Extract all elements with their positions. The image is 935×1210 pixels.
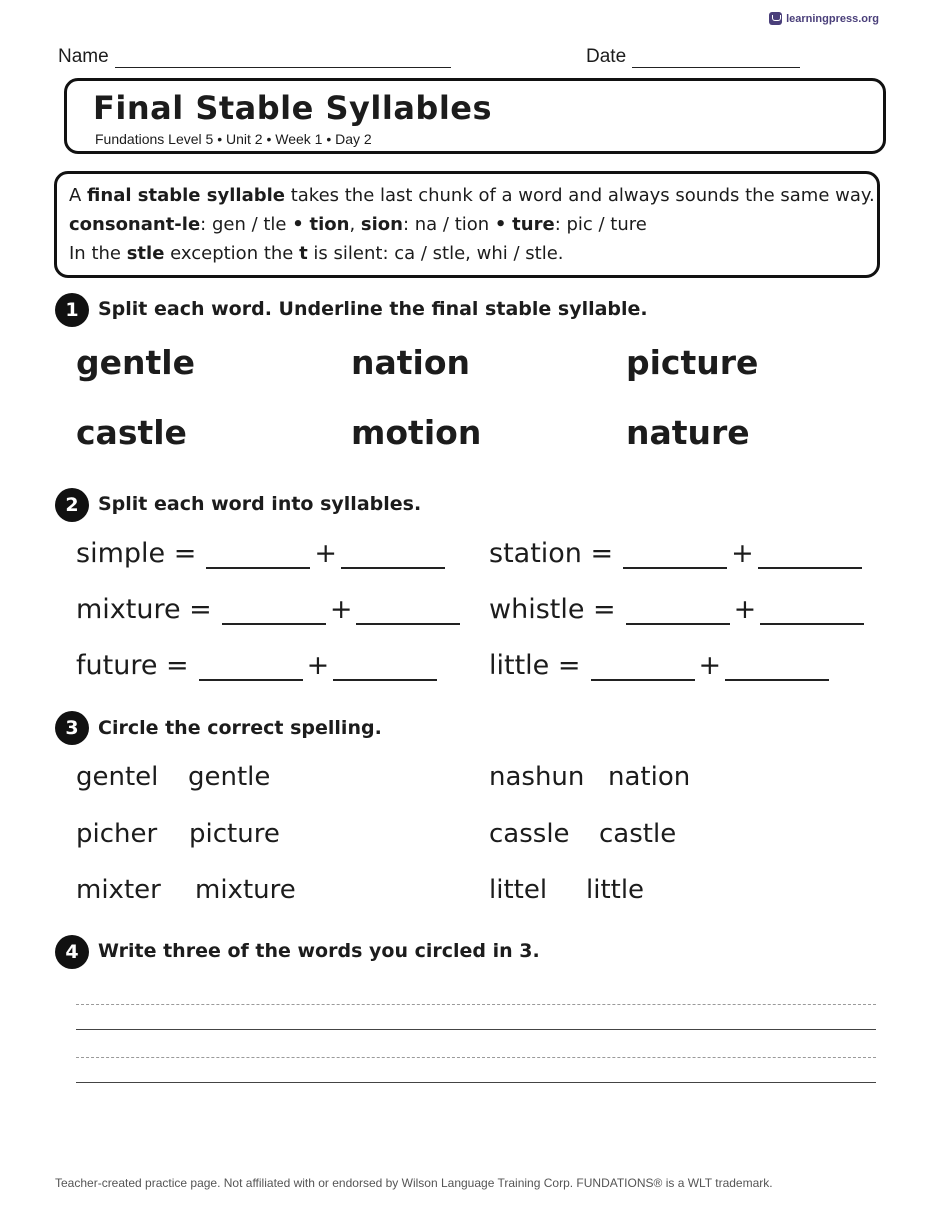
question-number-2: 2	[55, 488, 89, 522]
spelling-choice[interactable]: gentle	[188, 762, 271, 792]
rule-term: tion	[309, 214, 350, 235]
spelling-choice[interactable]: gentel	[76, 762, 159, 792]
answer-blank[interactable]	[206, 543, 310, 569]
writing-guide-line	[76, 1004, 876, 1005]
question-number-3: 3	[55, 711, 89, 745]
answer-blank[interactable]	[760, 599, 864, 625]
answer-blank[interactable]	[758, 543, 862, 569]
split-word[interactable]: gentle	[76, 343, 195, 382]
rule-text: takes the last chunk of a word and always sounds the same way.	[284, 185, 875, 206]
book-icon	[769, 12, 782, 25]
question-number-4: 4	[55, 935, 89, 969]
spelling-choice[interactable]: castle	[599, 819, 677, 849]
date-field[interactable]	[586, 46, 800, 68]
name-blank[interactable]	[115, 49, 451, 68]
writing-line[interactable]	[76, 1029, 876, 1030]
rule-term: t	[299, 243, 308, 264]
footer-disclaimer: Teacher-created practice page. Not affiliated with or endorsed by Wilson Language Training Corp. FUNDATIONS® is a WLT trademark.	[55, 1176, 773, 1190]
title-box	[64, 78, 886, 154]
plus-sign: +	[733, 594, 757, 625]
name-label: Name	[58, 46, 109, 67]
rule-text: : gen / tle	[200, 214, 293, 235]
rule-text: In the	[69, 243, 127, 264]
rule-text: ,	[349, 214, 361, 235]
equation-word: station =	[489, 538, 614, 569]
syllable-equation	[76, 594, 464, 625]
rule-line-3	[69, 243, 564, 264]
answer-blank[interactable]	[725, 655, 829, 681]
spelling-choice[interactable]: nashun	[489, 762, 585, 792]
rule-term: sion	[360, 214, 403, 235]
brand-link[interactable]	[769, 12, 879, 25]
answer-blank[interactable]	[199, 655, 303, 681]
rule-box	[54, 171, 880, 278]
question-3-text: Circle the correct spelling.	[98, 717, 382, 739]
answer-blank[interactable]	[356, 599, 460, 625]
question-1-text: Split each word. Underline the final stable syllable.	[98, 298, 648, 320]
split-word[interactable]: motion	[351, 413, 482, 452]
question-number-1: 1	[55, 293, 89, 327]
split-word[interactable]: nation	[351, 343, 471, 382]
answer-blank[interactable]	[333, 655, 437, 681]
equation-word: mixture =	[76, 594, 212, 625]
plus-sign: +	[731, 538, 754, 569]
spelling-choice[interactable]: cassle	[489, 819, 570, 849]
rule-term: stle	[126, 243, 165, 264]
syllable-equation	[76, 650, 441, 681]
brand-text: learningpress.org	[786, 12, 879, 25]
equation-word: future =	[76, 650, 189, 681]
syllable-equation	[76, 538, 449, 569]
plus-sign: +	[329, 594, 353, 625]
syllable-equation	[489, 650, 833, 681]
date-label: Date	[586, 46, 627, 67]
equation-word: whistle =	[489, 594, 616, 625]
split-word[interactable]: nature	[626, 413, 750, 452]
answer-blank[interactable]	[623, 543, 727, 569]
spelling-choice[interactable]: picture	[189, 819, 280, 849]
writing-line[interactable]	[76, 1082, 876, 1083]
split-word[interactable]: picture	[626, 343, 759, 382]
equation-word: little =	[489, 650, 581, 681]
equation-word: simple =	[76, 538, 197, 569]
spelling-choice[interactable]: picher	[76, 819, 158, 849]
bullet: •	[292, 214, 304, 235]
date-blank[interactable]	[632, 49, 800, 68]
spelling-choice[interactable]: mixter	[76, 875, 161, 905]
spelling-choice[interactable]: littel	[489, 875, 548, 905]
answer-blank[interactable]	[341, 543, 445, 569]
answer-blank[interactable]	[591, 655, 695, 681]
rule-text: : pic / ture	[554, 214, 647, 235]
rule-line-1	[69, 185, 875, 206]
page-subtitle: Fundations Level 5 • Unit 2 • Week 1 • Day 2	[95, 131, 372, 147]
rule-line-2	[69, 214, 647, 235]
spelling-choice[interactable]: little	[586, 875, 645, 905]
split-word[interactable]: castle	[76, 413, 187, 452]
rule-text: A	[69, 185, 88, 206]
answer-blank[interactable]	[222, 599, 326, 625]
spelling-choice[interactable]: nation	[608, 762, 691, 792]
rule-term: consonant-le	[69, 214, 201, 235]
question-4-text: Write three of the words you circled in 3.	[98, 940, 540, 962]
rule-text: exception the	[164, 243, 300, 264]
plus-sign: +	[698, 650, 722, 681]
rule-text: is silent: ca / stle, whi / stle.	[307, 243, 564, 264]
question-2-text: Split each word into syllables.	[98, 493, 422, 515]
plus-sign: +	[306, 650, 330, 681]
plus-sign: +	[314, 538, 337, 569]
bullet: •	[494, 214, 507, 235]
rule-term: ture	[512, 214, 555, 235]
page-title: Final Stable Syllables	[93, 89, 493, 127]
name-field[interactable]	[58, 46, 451, 68]
rule-text: : na / tion	[402, 214, 495, 235]
rule-term: final stable syllable	[87, 185, 285, 206]
syllable-equation	[489, 538, 866, 569]
syllable-equation	[489, 594, 868, 625]
answer-blank[interactable]	[626, 599, 730, 625]
spelling-choice[interactable]: mixture	[195, 875, 296, 905]
writing-guide-line	[76, 1057, 876, 1058]
